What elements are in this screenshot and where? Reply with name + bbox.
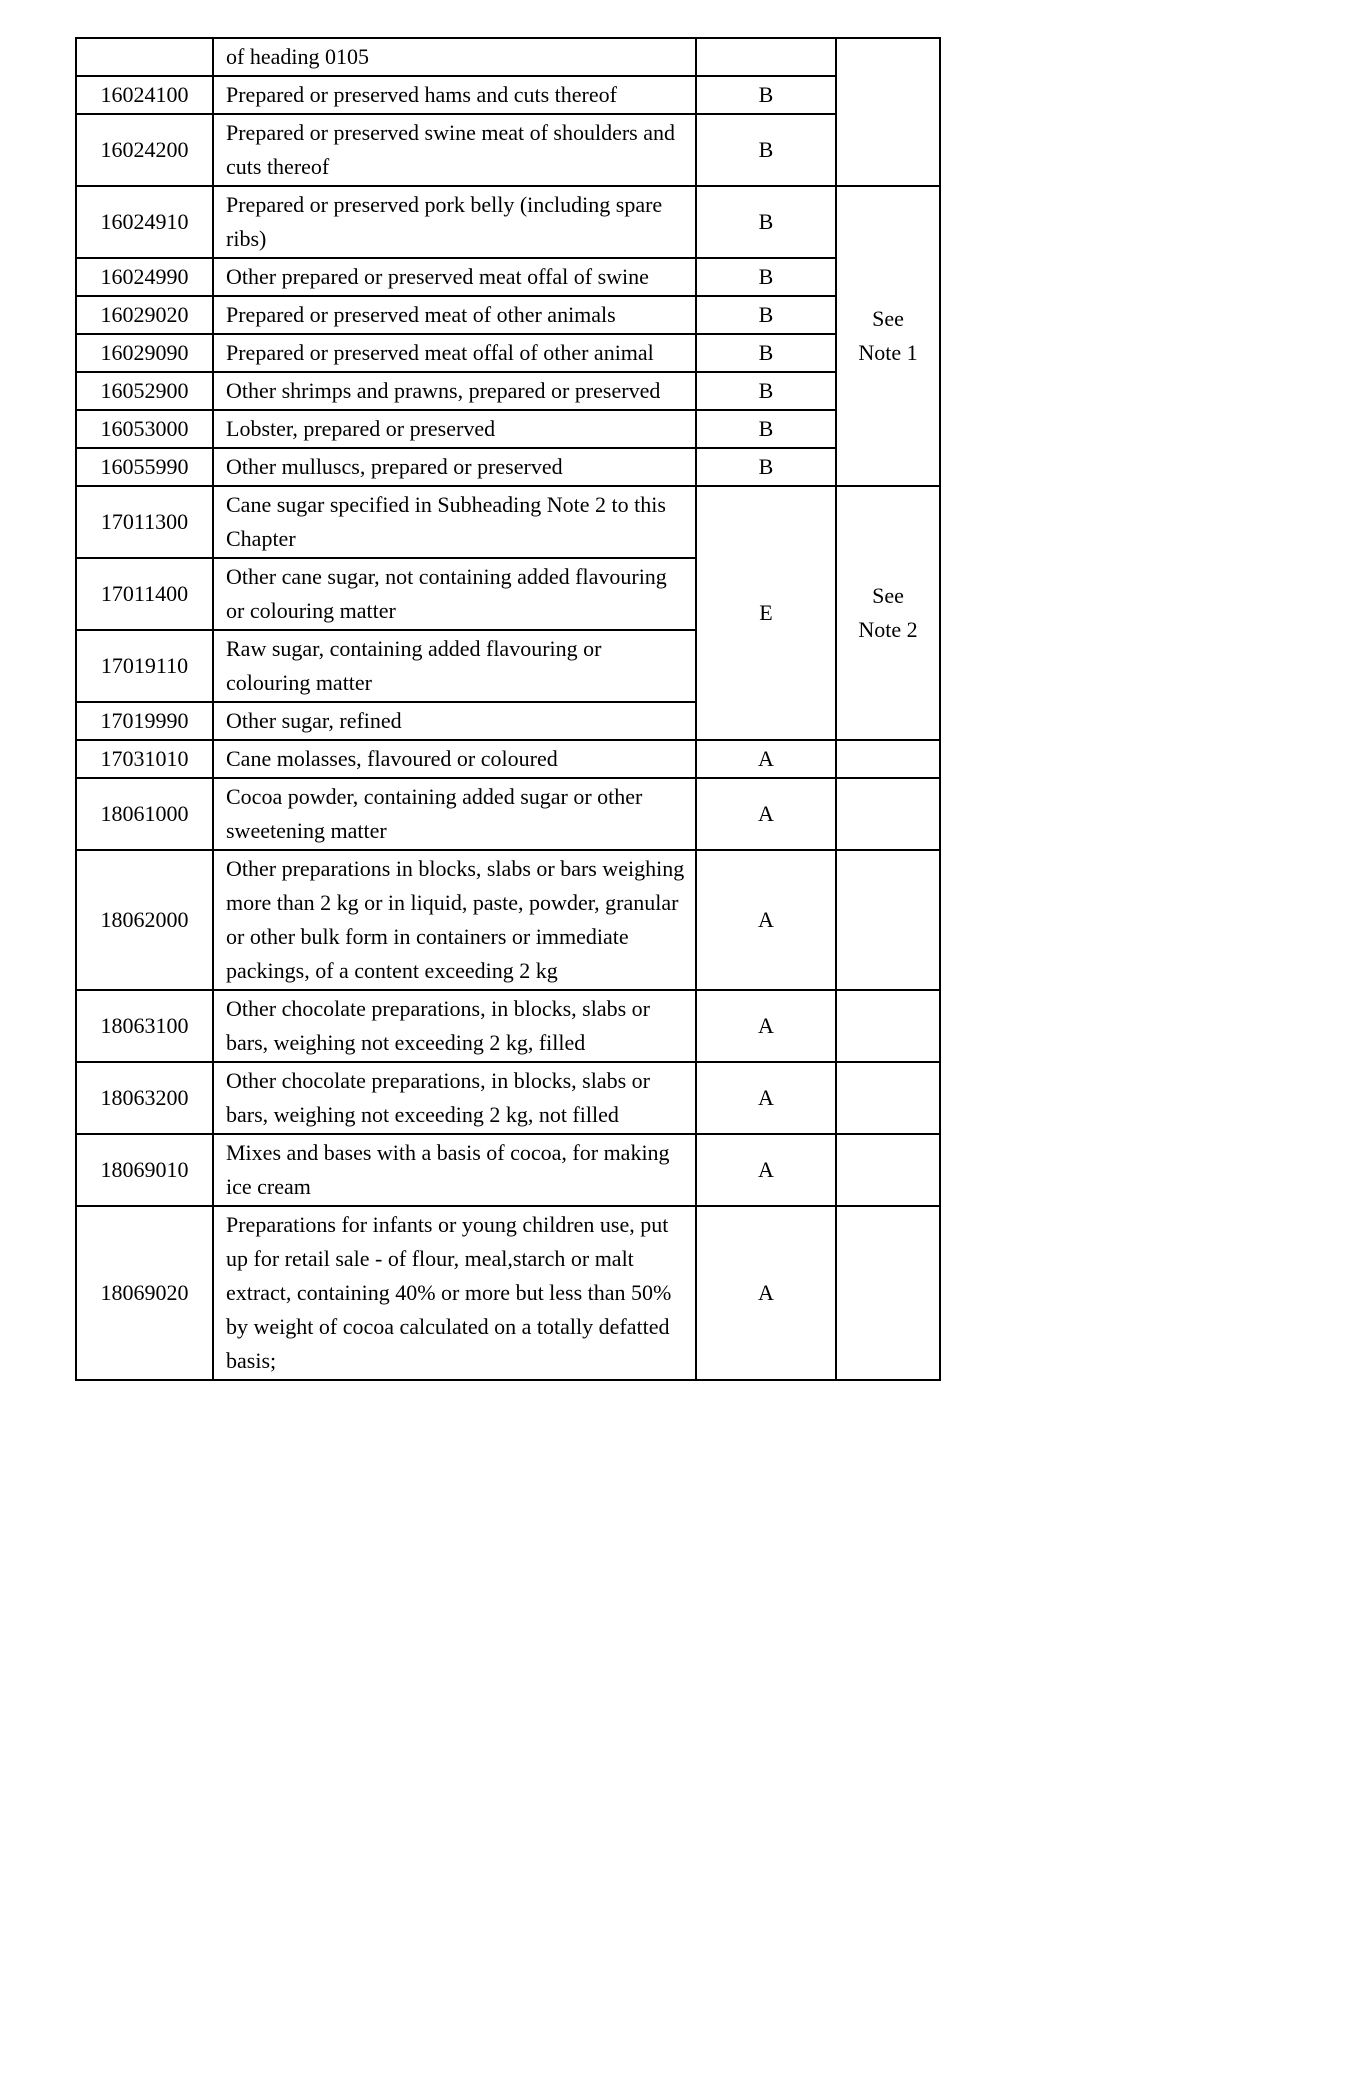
code-cell: 16024910 [76,186,213,258]
category-cell: B [696,258,836,296]
note-cell [836,1062,940,1134]
category-cell: A [696,1134,836,1206]
description-cell: Mixes and bases with a basis of cocoa, for making ice cream [213,1134,696,1206]
description-cell: Other mulluscs, prepared or preserved [213,448,696,486]
code-cell: 17019110 [76,630,213,702]
code-cell: 16029020 [76,296,213,334]
note-cell [836,1134,940,1206]
category-cell: B [696,114,836,186]
table-row [76,76,940,114]
category-cell: B [696,410,836,448]
description-cell: Other cane sugar, not containing added flavouring or colouring matter [213,558,696,630]
table-row [76,334,940,372]
table-row [76,778,940,850]
code-cell: 16024990 [76,258,213,296]
description-cell: of heading 0105 [213,38,696,76]
note-cell: See Note 2 [836,486,940,740]
code-cell: 18069020 [76,1206,213,1380]
table-row [76,372,940,410]
note-cell [836,990,940,1062]
tariff-schedule-table [75,37,941,1381]
table-row [76,114,940,186]
category-cell: B [696,76,836,114]
code-cell: 18063100 [76,990,213,1062]
tariff-table-body [76,38,940,1380]
code-cell: 18062000 [76,850,213,990]
table-row [76,740,940,778]
code-cell: 18063200 [76,1062,213,1134]
category-cell: A [696,990,836,1062]
table-row [76,990,940,1062]
category-cell: A [696,850,836,990]
description-cell: Other prepared or preserved meat offal of swine [213,258,696,296]
description-cell: Cocoa powder, containing added sugar or other sweetening matter [213,778,696,850]
table-row [76,1206,940,1380]
description-cell: Other chocolate preparations, in blocks, slabs or bars, weighing not exceeding 2 kg, filled [213,990,696,1062]
table-row [76,1134,940,1206]
description-cell: Prepared or preserved meat offal of other animal [213,334,696,372]
table-row [76,1062,940,1134]
code-cell: 16055990 [76,448,213,486]
table-row [76,186,940,258]
description-cell: Lobster, prepared or preserved [213,410,696,448]
code-cell: 17031010 [76,740,213,778]
code-cell: 18069010 [76,1134,213,1206]
note-cell: See Note 1 [836,186,940,486]
table-row [76,850,940,990]
description-cell: Other chocolate preparations, in blocks, slabs or bars, weighing not exceeding 2 kg, not filled [213,1062,696,1134]
table-row [76,258,940,296]
category-cell: A [696,1062,836,1134]
code-cell: 16052900 [76,372,213,410]
description-cell: Cane molasses, flavoured or coloured [213,740,696,778]
category-cell: B [696,296,836,334]
category-cell: A [696,740,836,778]
description-cell: Raw sugar, containing added flavouring or colouring matter [213,630,696,702]
note-cell [836,38,940,186]
table-row [76,38,940,76]
note-cell [836,778,940,850]
code-cell: 17011400 [76,558,213,630]
description-cell: Prepared or preserved meat of other animals [213,296,696,334]
description-cell: Prepared or preserved hams and cuts thereof [213,76,696,114]
code-cell: 16053000 [76,410,213,448]
code-cell: 17011300 [76,486,213,558]
table-row [76,296,940,334]
description-cell: Prepared or preserved swine meat of shoulders and cuts thereof [213,114,696,186]
code-cell: 17019990 [76,702,213,740]
description-cell: Prepared or preserved pork belly (including spare ribs) [213,186,696,258]
description-cell: Other sugar, refined [213,702,696,740]
code-cell: 16024100 [76,76,213,114]
note-cell [836,850,940,990]
category-cell: B [696,186,836,258]
code-cell: 16029090 [76,334,213,372]
description-cell: Preparations for infants or young children use, put up for retail sale - of flour, meal,starch or malt extract, containing 40% or more but less than 50% by weight of cocoa calculated on a totally defatted basis; [213,1206,696,1380]
table-row [76,410,940,448]
code-cell: 16024200 [76,114,213,186]
table-row [76,448,940,486]
category-cell: B [696,372,836,410]
category-cell: E [696,486,836,740]
description-cell: Cane sugar specified in Subheading Note 2 to this Chapter [213,486,696,558]
code-cell: 18061000 [76,778,213,850]
category-cell: B [696,448,836,486]
category-cell: A [696,778,836,850]
description-cell: Other preparations in blocks, slabs or bars weighing more than 2 kg or in liquid, paste, powder, granular or other bulk form in containers or immediate packings, of a content exceeding 2 kg [213,850,696,990]
note-cell [836,1206,940,1380]
code-cell [76,38,213,76]
category-cell: A [696,1206,836,1380]
note-cell [836,740,940,778]
category-cell [696,38,836,76]
description-cell: Other shrimps and prawns, prepared or preserved [213,372,696,410]
category-cell: B [696,334,836,372]
table-row [76,486,940,558]
